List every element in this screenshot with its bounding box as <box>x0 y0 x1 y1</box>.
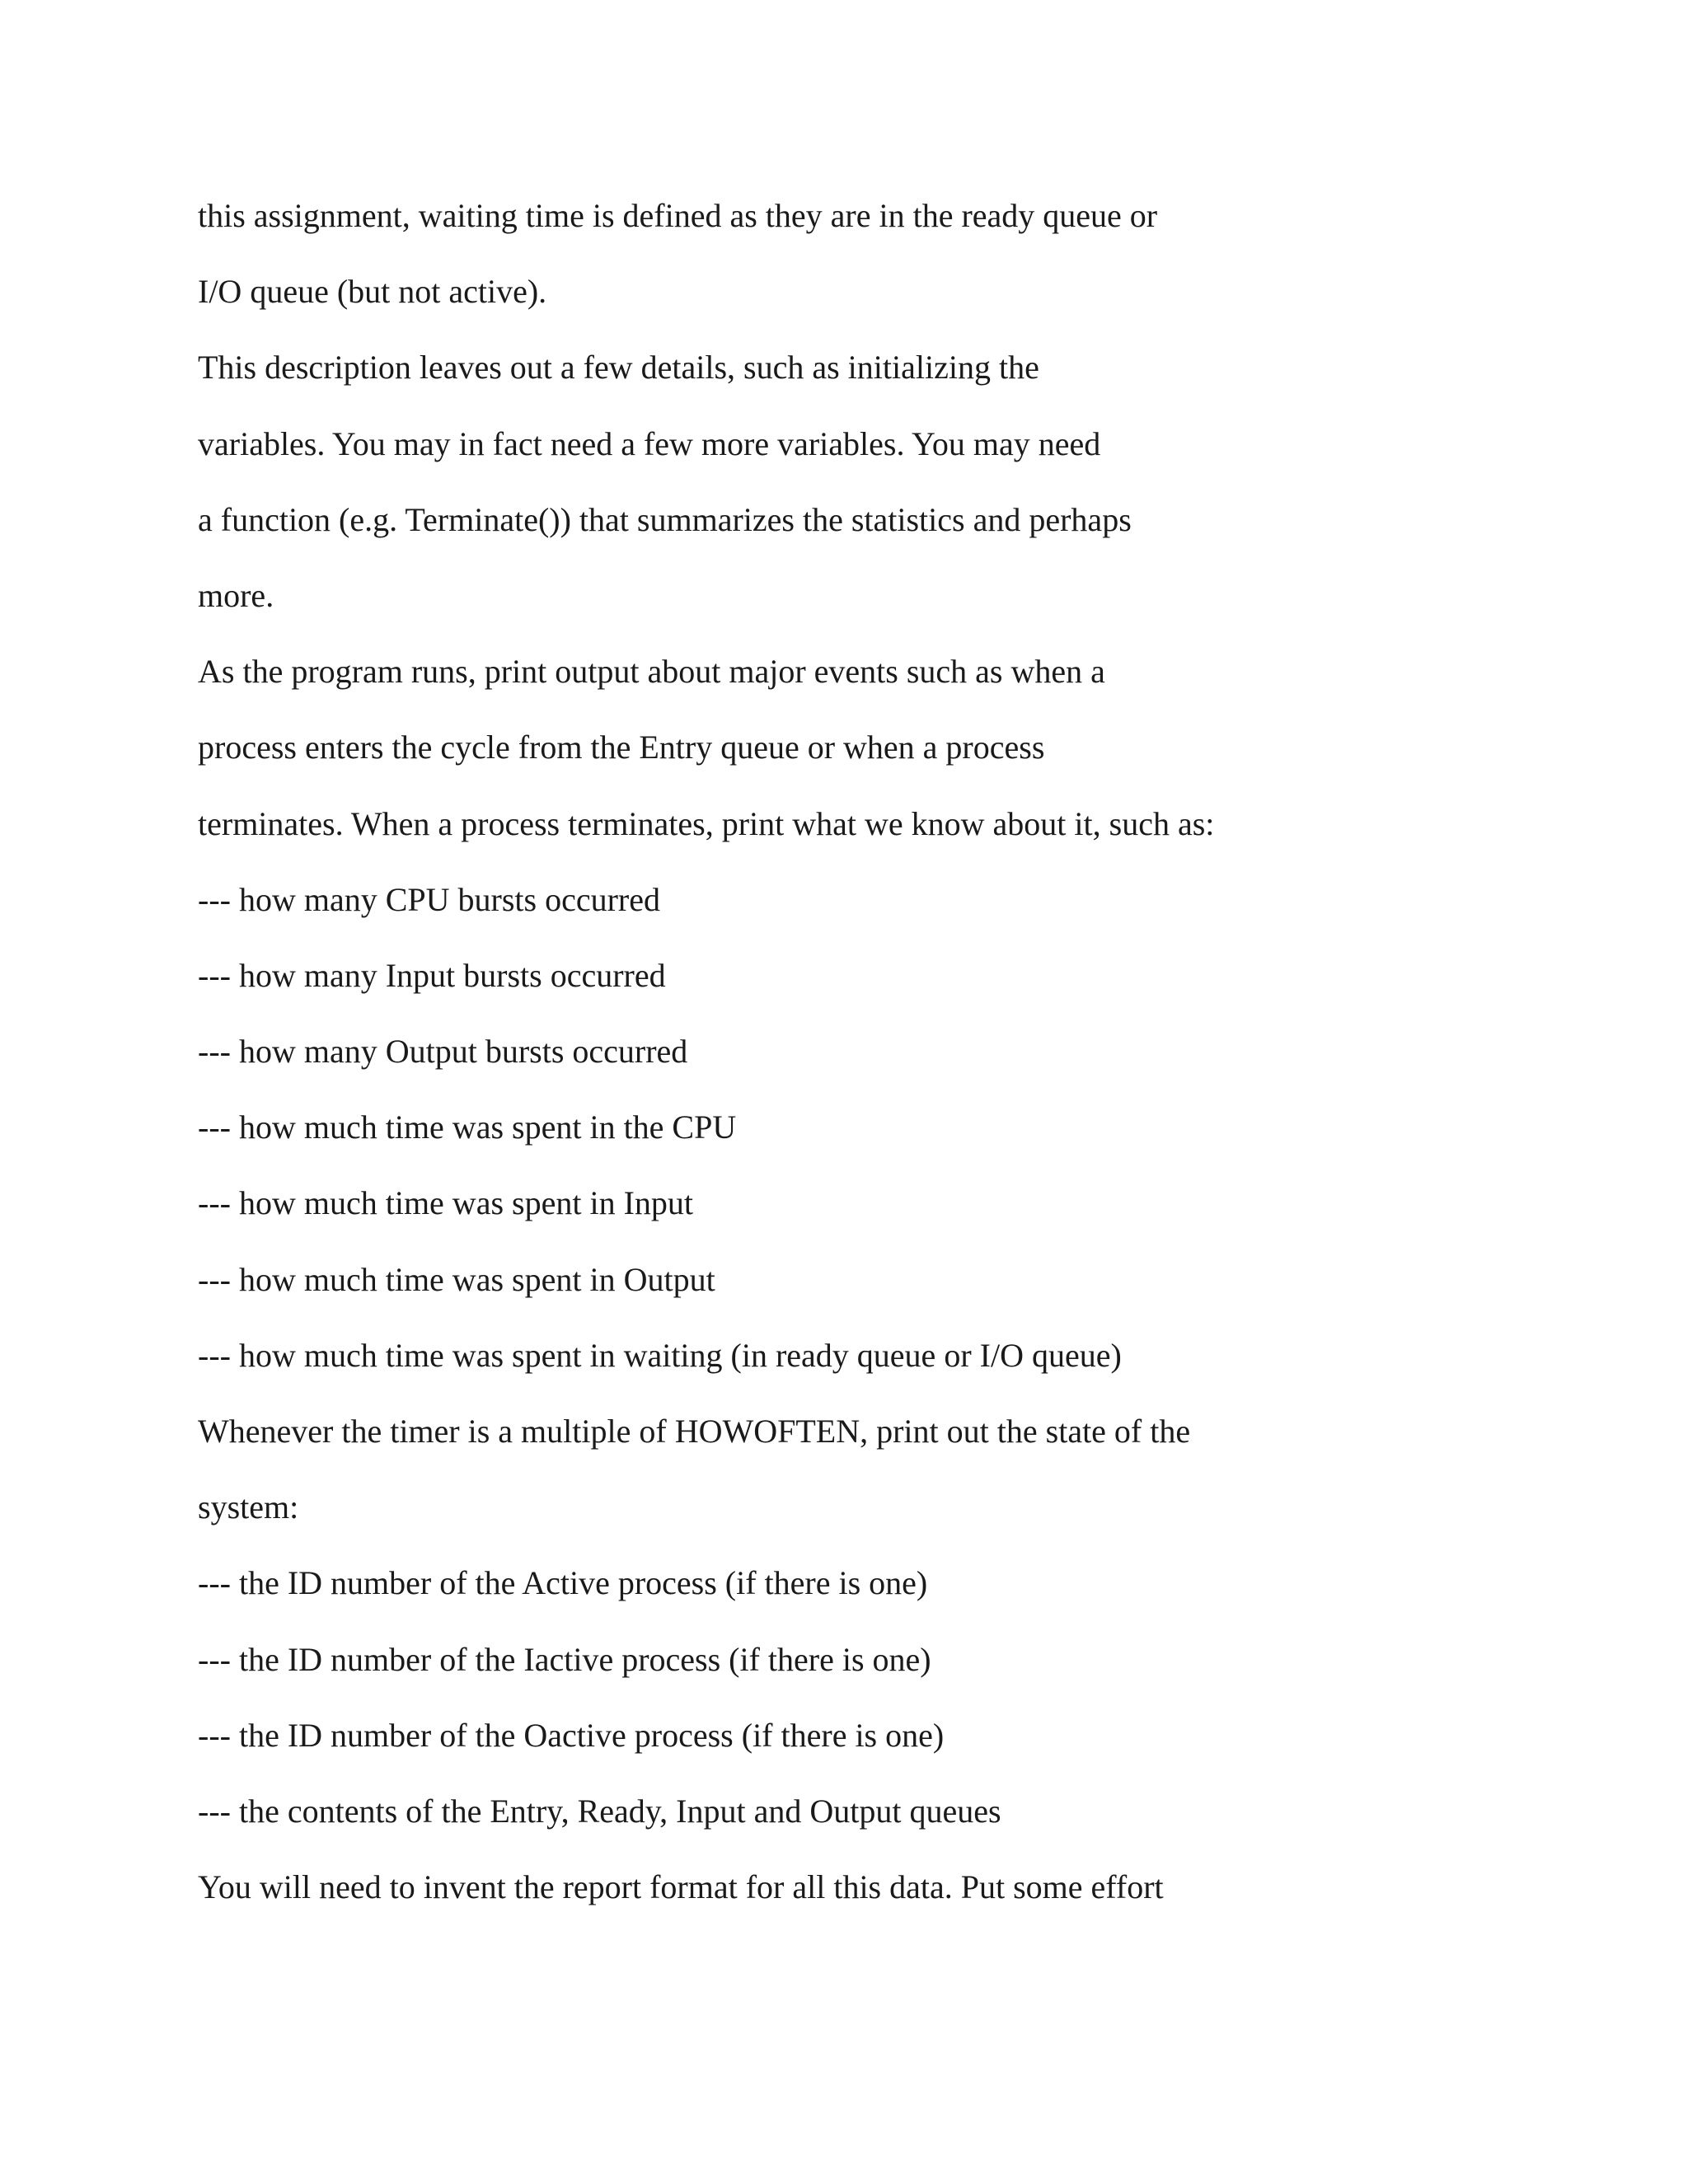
text-line-1: this assignment, waiting time is defined as they are in the ready queue or <box>198 197 1158 234</box>
list-item-iactive-id: --- the ID number of the Iactive process (if there is one) <box>198 1640 931 1678</box>
text-line-5: a function (e.g. Terminate()) that summarizes the statistics and perhaps <box>198 500 1132 538</box>
document-body <box>198 194 1517 1942</box>
list-item-input-bursts: --- how many Input bursts occurred <box>198 956 666 994</box>
text-line-6: more. <box>198 576 274 614</box>
list-item-cpu-time: --- how much time was spent in the CPU <box>198 1108 737 1146</box>
list-item-cpu-bursts: --- how many CPU bursts occurred <box>198 880 660 918</box>
text-line-3: This description leaves out a few details, such as initializing the <box>198 349 1039 387</box>
text-line-17: Whenever the timer is a multiple of HOWOFTEN, print out the state of the <box>198 1413 1191 1450</box>
text-line-8: process enters the cycle from the Entry queue or when a process <box>198 729 1045 766</box>
list-item-active-id: --- the ID number of the Active process (if there is one) <box>198 1564 928 1602</box>
list-item-queue-contents: --- the contents of the Entry, Ready, Input and Output queues <box>198 1792 1001 1830</box>
list-item-oactive-id: --- the ID number of the Oactive process (if there is one) <box>198 1716 945 1754</box>
text-line-2: I/O queue (but not active). <box>198 273 547 311</box>
list-item-waiting-time: --- how much time was spent in waiting (in ready queue or I/O queue) <box>198 1336 1122 1374</box>
list-item-input-time: --- how much time was spent in Input <box>198 1184 693 1222</box>
list-item-output-bursts: --- how many Output bursts occurred <box>198 1033 688 1071</box>
text-line-4: variables. You may in fact need a few more variables. You may need <box>198 424 1101 462</box>
text-line-23: You will need to invent the report format for all this data. Put some effort <box>198 1868 1164 1906</box>
text-line-18: system: <box>198 1488 299 1526</box>
text-line-7: As the program runs, print output about major events such as when a <box>198 653 1105 691</box>
text-line-9: terminates. When a process terminates, print what we know about it, such as: <box>198 804 1215 842</box>
list-item-output-time: --- how much time was spent in Output <box>198 1260 715 1298</box>
